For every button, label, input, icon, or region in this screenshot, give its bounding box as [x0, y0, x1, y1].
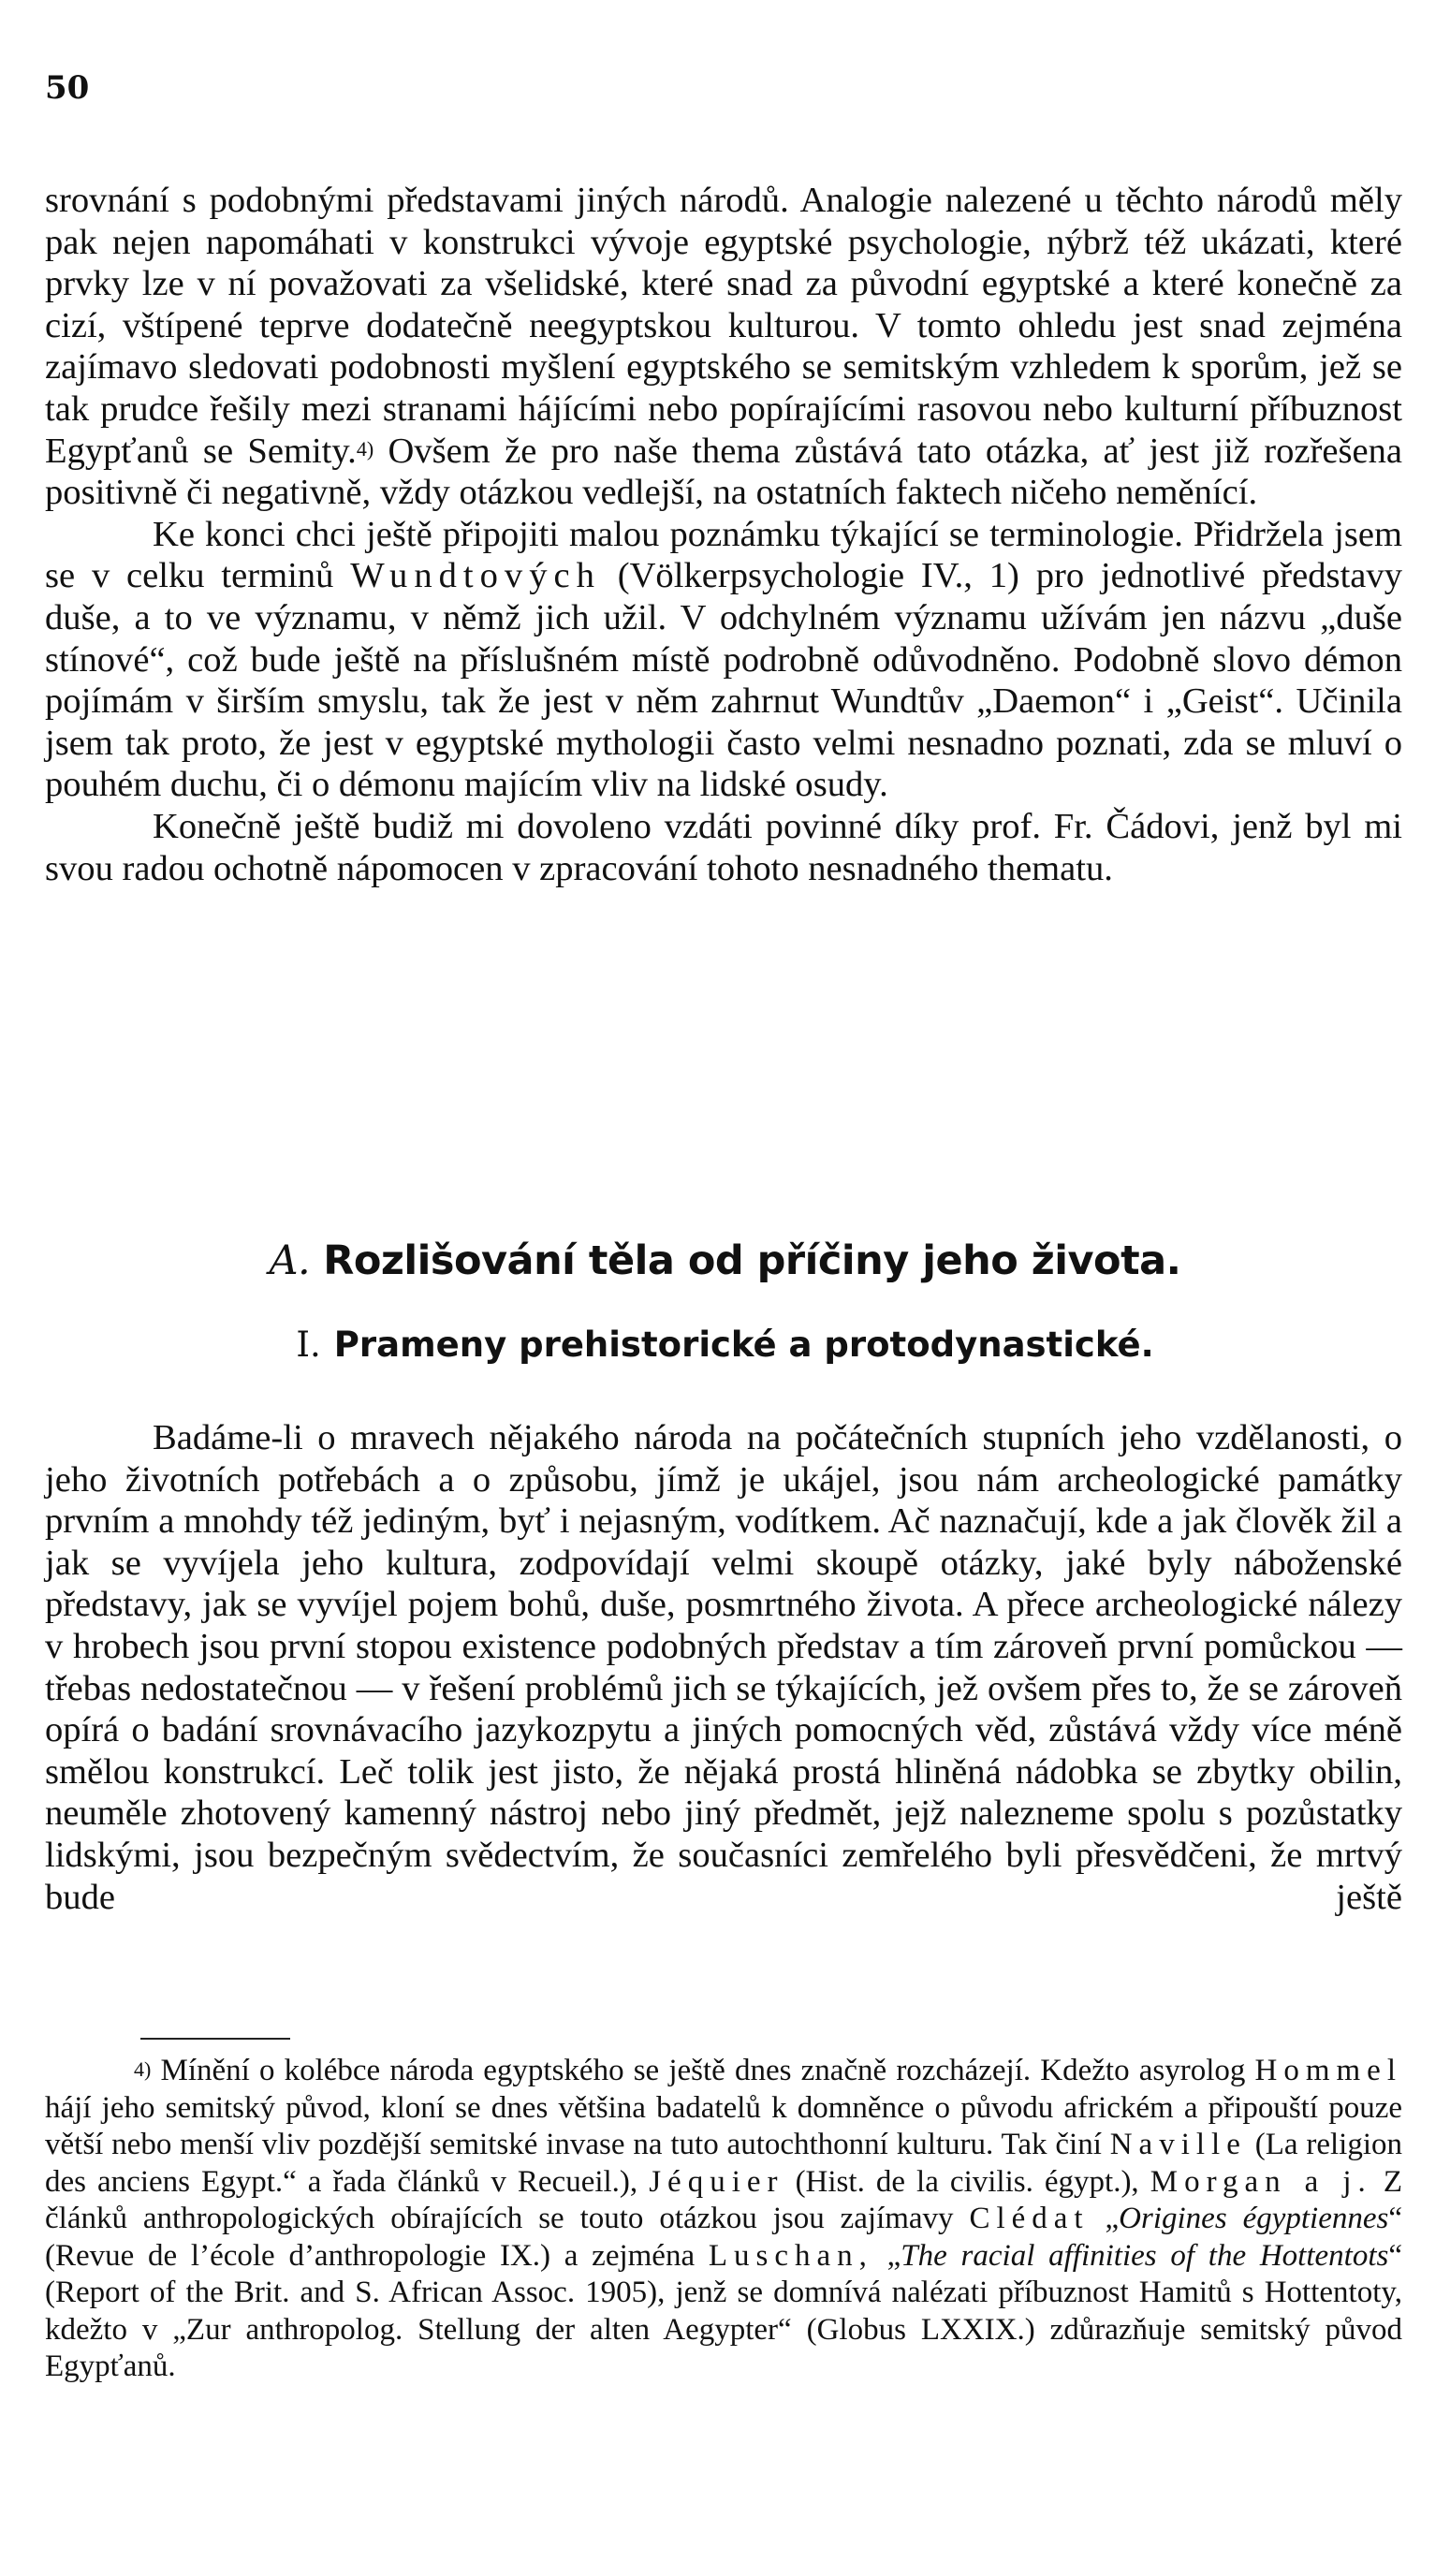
footnote-text: Mínění o kolébce národa egyptského se ještě dnes značně rozcházejí. Kdežto asyrolog [151, 2054, 1255, 2087]
paragraph-text: Ke konci chci ještě připojiti malou poznámku týkající se terminologie. Přidržela jsem se v celku terminů [45, 514, 1402, 596]
subsection-heading [0, 1325, 1450, 1365]
author-name: Clédat [969, 2202, 1090, 2235]
intro-paragraph-1 [45, 180, 1402, 514]
author-name: Jéquier [649, 2164, 784, 2199]
paragraph-text: srovnání s podobnými představami jiných národů. Analogie nalezené u těchto národů měly pak nejen napomáhati v konstrukci vývoje egyptské psychologie, nýbrž též ukázati, které prvky lze v ní považovati za všelidské, které snad za původní egyptské a které konečně za cizí, vštípené teprve dodatečně neegyptskou kulturou. V tomto ohledu jest snad zejména zajímavo sledovati podobnosti myšlení egyptského se semitským vzhledem k sporům, jež se tak prudce řešily mezi stranami hájícími nebo popírajícími rasovou nebo kulturní příbuznost Egypťanů se Semity. [45, 181, 1402, 471]
footnote-text: „ [872, 2238, 901, 2273]
footnote-text: „ [1089, 2202, 1120, 2235]
footnotes [45, 2053, 1402, 2386]
page-number: 50 [45, 69, 90, 107]
author-name: Wundtových [350, 556, 601, 596]
section-title: Rozlišování těla od příčiny jeho života. [323, 1237, 1181, 1284]
intro-paragraph-2 [45, 514, 1402, 806]
subsection-title: Prameny prehistorické a protodynastické. [333, 1325, 1154, 1365]
footnote-text: “ (Revue de l’école d’anthropologie IX.) a zejména [45, 2202, 1402, 2273]
intro-text [45, 180, 1402, 889]
paragraph-text-end: Ovšem že pro naše thema zůstává tato otázka, ať jest již rozřešena positivně či negativně, vždy otázkou vedlejší, na ostatních faktech ničeho neměnící. [45, 431, 1402, 513]
footnote-text: hájí jeho semitský původ, kloní se dnes většina badatelů k domněnce o původu africkém a připouští pouze větší nebo menší vliv pozdější semitské invase na tuto autochthonní kulturu. Tak činí [45, 2090, 1402, 2161]
author-name: Hommel [1254, 2054, 1402, 2087]
footnote-text: Z článků anthropologických obírajících se touto otázkou jsou zajímavy [45, 2164, 1402, 2235]
footnote-reference: 4) [356, 436, 374, 461]
work-title: Origines égyptiennes [1119, 2202, 1389, 2235]
body-text [45, 1417, 1402, 1918]
footnote-text: (Hist. de la civilis. égypt.), [784, 2164, 1150, 2199]
section-heading [0, 1237, 1450, 1284]
section-letter: A. [269, 1237, 311, 1284]
footnote-text: “ (Report of the Brit. and S. African Assoc. 1905), jenž se domnívá nalézati příbuznost Hamitů s Hottentoty, kdežto v „Zur anthropolog. Stellung der alten Aegypter“ (Globus LXXIX.) zdůrazňuje semitský původ Egypťanů. [45, 2238, 1402, 2383]
intro-paragraph-3: Konečně ještě budiž mi dovoleno vzdáti povinné díky prof. Fr. Čádovi, jenž byl mi svou radou ochotně nápomocen v zpracování tohoto nesnadného thematu. [45, 806, 1402, 888]
footnote-text: (La religion des anciens Egypt.“ a řada článků v Recueil.), [45, 2128, 1402, 2199]
author-name: Naville [1109, 2128, 1247, 2161]
body-paragraph: Badáme-li o mravech nějakého národa na počátečních stupních jeho vzdělanosti, o jeho životních potřebách a o způsobu, jímž je ukájel, jsou nám archeologické památky prvním a mnohdy též jediným, byť i nejasným, vodítkem. Ač naznačují, kde a jak člověk žil a jak se vyvíjela jeho kultura, zodpovídají velmi skoupě otázky, jaké byly náboženské představy, jak se vyvíjel pojem bohů, duše, posmrtného života. A přece archeologické nálezy v hrobech jsou první stopou existence podobných představ a tím zároveň první pomůckou — třebas nedostatečnou — v řešení problémů jich se týkajících, jež ovšem přes to, že se zároveň opírá o badání srovnávacího jazykozpytu a jiných pomocných věd, zůstává vždy více méně smělou konstrukcí. Leč tolik jest jisto, že nějaká prostá hliněná nádobka se zbytky obilin, neuměle zhotovený kamenný nástroj nebo jiný předmět, jejž nalezneme spolu s pozůstatky lidskými, jsou bezpečným svědectvím, že současníci zemřelého byli přesvědčeni, že mrtvý bude ještě [45, 1418, 1402, 1917]
subsection-number: I. [296, 1325, 321, 1365]
footnote-separator [140, 2038, 290, 2040]
author-name: Luschan, [708, 2238, 873, 2273]
paragraph-text-end: (Völkerpsychologie IV., 1) pro jednotlivé představy duše, a to ve významu, v němž jich užil. V odchylném významu užívám jen názvu „duše stínové“, což bude ještě na příslušném místě podrobně odůvodněno. Podobně slovo démon pojímám v širším smyslu, tak že jest v něm zahrnut Wundtův „Daemon“ i „Geist“. Učinila jsem tak proto, že jest v egyptské mythologii často velmi nesnadno poznati, zda se mluví o pouhém duchu, či o démonu majícím vliv na lidské osudy. [45, 556, 1402, 805]
footnote-mark: 4) [134, 2057, 152, 2081]
work-title: The racial affinities of the Hottentots [901, 2238, 1389, 2273]
author-name: Morgan a j. [1150, 2164, 1372, 2199]
footnote-4 [45, 2053, 1402, 2386]
